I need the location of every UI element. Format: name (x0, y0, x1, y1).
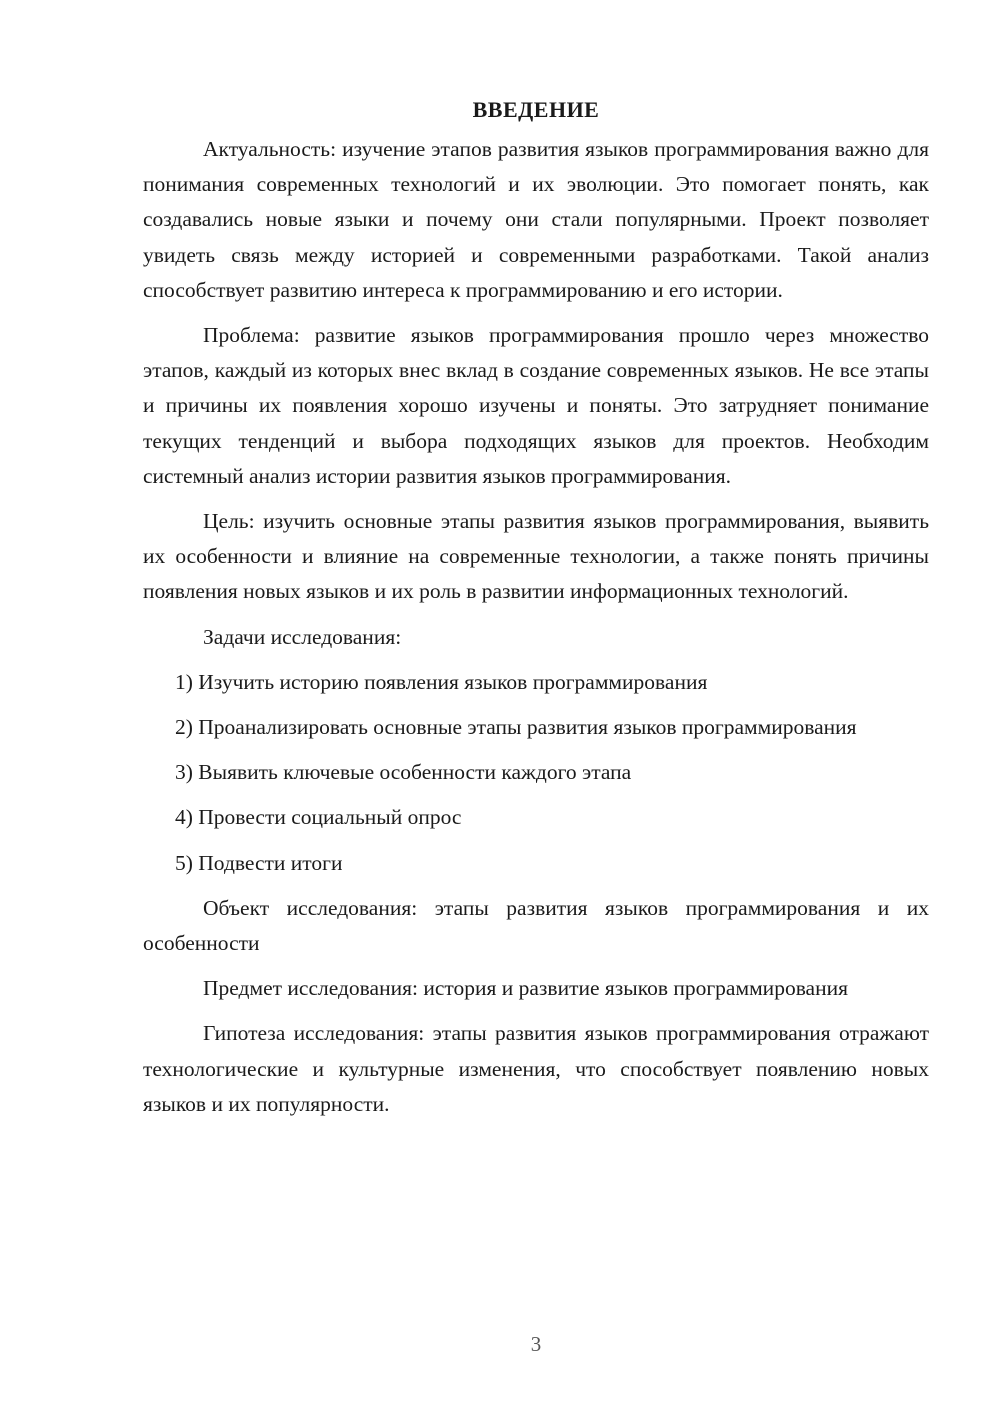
document-page (143, 90, 929, 1132)
goal-paragraph: Цель: изучить основные этапы развития языков программирования, выявить их особенности и влияние на современные технологии, а также понять причины появления новых языков и их роль в развитии информационных технологий. (143, 509, 929, 604)
task-item-1: 1) Изучить историю появления языков программирования (175, 669, 708, 694)
task-item-3: 3) Выявить ключевые особенности каждого этапа (175, 760, 632, 785)
page-number: 3 (530, 1332, 542, 1356)
task-item-5: 5) Подвести итоги (175, 850, 343, 875)
subject-paragraph: Предмет исследования: история и развитие языков программирования (203, 976, 848, 1001)
task-item-2: 2) Проанализировать основные этапы развития языков программирования (175, 715, 857, 740)
problem-paragraph: Проблема: развитие языков программирования прошло через множество этапов, каждый из которых внес вклад в создание современных языков. Не все этапы и причины их появления хорошо изучены и поняты. Это затрудняет понимание текущих тенденций и выбора подходящих языков для проектов. Необходим системный анализ истории развития языков программирования. (143, 323, 929, 488)
page-title: ВВЕДЕНИЕ (472, 97, 600, 122)
relevance-paragraph: Актуальность: изучение этапов развития языков программирования важно для понимания современных технологий и их эволюции. Это помогает понять, как создавались новые языки и почему они стали популярными. Проект позволяет увидеть связь между историей и современными разработками. Такой анализ способствует развитию интереса к программированию и его истории. (143, 137, 929, 302)
hypothesis-paragraph: Гипотеза исследования: этапы развития языков программирования отражают технологические и культурные изменения, что способствует появлению новых языков и их популярности. (143, 1021, 929, 1116)
object-paragraph: Объект исследования: этапы развития языков программирования и их особенности (143, 895, 929, 956)
task-item-4: 4) Провести социальный опрос (175, 805, 462, 830)
tasks-heading: Задачи исследования: (203, 624, 402, 649)
